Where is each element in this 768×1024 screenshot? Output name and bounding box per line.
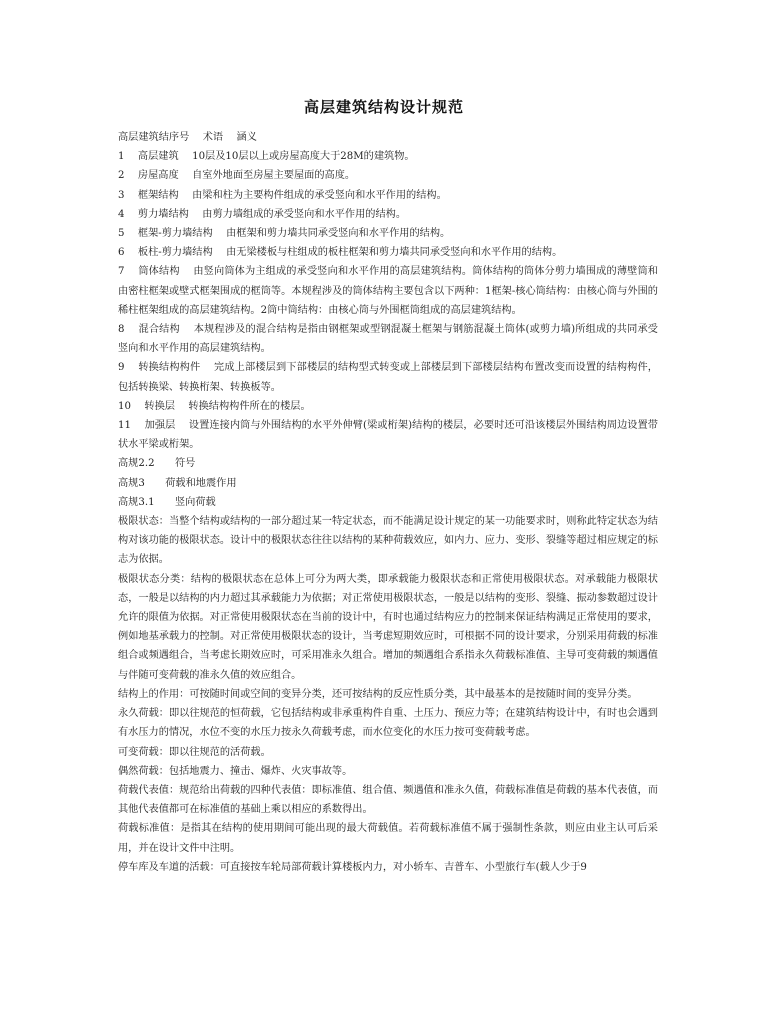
paragraph: 6 板柱-剪力墙结构 由无梁楼板与柱组成的板柱框架和剪力墙共同承受竖向和水平作用的结构。 [118, 247, 563, 259]
paragraph: 荷载代表值：规范给出荷载的四种代表值：即标准值、组合值、频遇值和准永久值，荷载标准值是荷载的基本代表值，而其他代表值都可在标准值的基础上乘以相应的系数得出。 [118, 784, 658, 816]
paragraph: 极限状态分类：结构的极限状态在总体上可分为两大类，即承载能力极限状态和正常使用极限状态。对承载能力极限状态，一般是以结构的内力超过其承载能力为依据；对正常使用极限状态，一般是以结构的变形、裂缝、振动参数超过设计允许的限值为依据。对正常使用极限状态在当前的设计中，有时也通过结构应力的控制来保证结构满足正常使用的要求，例如地基承载力的控制。对正常使用极限状态的设计，当考虑短期效应时，可根据不同的设计要求，分别采用荷载的标准组合或频遇组合，当考虑长期效应时，可采用准永久组合。增加的频遇组合系指永久荷载标准值、主导可变荷载的频遇值与伴随可变荷载的准永久值的效应组合。 [118, 573, 658, 681]
paragraph: 高规3 荷载和地震作用 [118, 477, 237, 489]
paragraph: 极限状态：当整个结构或结构的一部分超过某一特定状态，而不能满足设计规定的某一功能要求时，则称此特定状态为结构对该功能的极限状态。设计中的极限状态往往以结构的某种荷载效应，如内力、应力、变形、裂缝等超过相应规定的标志为依据。 [118, 516, 658, 566]
paragraph: 10 转换层 转换结构构件所在的楼层。 [118, 400, 311, 412]
paragraph: 11 加强层 设置连接内筒与外围结构的水平外伸臂(梁或桁架)结构的楼层，必要时还可沿该楼层外围结构周边设置带状水平梁或桁架。 [118, 420, 658, 451]
paragraph: 高规3.1 竖向荷载 [118, 496, 216, 508]
paragraph: 永久荷载：即以往规范的恒荷载，它包括结构或非承重构件自重、土压力、预应力等；在建筑结构设计中，有时也会遇到有水压力的情况，水位不变的水压力按永久荷载考虑，而水位变化的水压力按可变荷载考虑。 [118, 708, 658, 739]
paragraph: 偶然荷载：包括地震力、撞击、爆炸、火灾事故等。 [118, 765, 353, 777]
paragraph: 7 筒体结构 由竖向筒体为主组成的承受竖向和水平作用的高层建筑结构。筒体结构的筒体分剪力墙围成的薄壁筒和由密柱框架或壁式框架围成的框筒等。本规程涉及的筒体结构主要包含以下两种：1框架-核心筒结构：由核心筒与外围的稀柱框架组成的高层建筑结构。2筒中筒结构：由核心筒与外围框筒组成的高层建筑结构。 [118, 266, 658, 316]
paragraph: 高层建筑结序号 术语 涵义 [118, 132, 257, 143]
paragraph: 2 房屋高度 自室外地面至房屋主要屋面的高度。 [118, 170, 356, 182]
document-body [118, 128, 658, 877]
paragraph: 9 转换结构构件 完成上部楼层到下部楼层的结构型式转变或上部楼层到下部楼层结构布置改变而设置的结构构件，包括转换梁、转换桁架、转换板等。 [118, 362, 658, 393]
paragraph: 4 剪力墙结构 由剪力墙组成的承受竖向和水平作用的结构。 [118, 208, 407, 220]
paragraph: 高规2.2 符号 [118, 458, 196, 470]
paragraph: 荷载标准值：是指其在结构的使用期间可能出现的最大荷载值。若荷载标准值不属于强制性条款，则应由业主认可后采用，并在设计文件中注明。 [118, 823, 658, 854]
paragraph: 5 框架-剪力墙结构 由框架和剪力墙共同承受竖向和水平作用的结构。 [118, 228, 451, 240]
paragraph: 3 框架结构 由梁和柱为主要构件组成的承受竖向和水平作用的结构。 [118, 189, 447, 201]
paragraph: 8 混合结构 本规程涉及的混合结构是指由钢框架或型钢混凝土框架与钢筋混凝土筒体(或剪力墙)所组成的共同承受竖向和水平作用的高层建筑结构。 [118, 324, 658, 355]
paragraph: 1 高层建筑 10层及10层以上或房屋高度大于28M的建筑物。 [118, 151, 415, 163]
document-title: 高层建筑结构设计规范 [303, 98, 464, 116]
paragraph: 可变荷载：即以往规范的活荷载。 [118, 746, 271, 758]
paragraph: 结构上的作用：可按随时间或空间的变异分类，还可按结构的反应性质分类，其中最基本的是按随时间的变异分类。 [118, 688, 638, 700]
paragraph: 停车库及车道的活载：可直接按车轮局部荷载计算楼板内力，对小轿车、吉普车、小型旅行车(载人少于9 [118, 861, 587, 873]
